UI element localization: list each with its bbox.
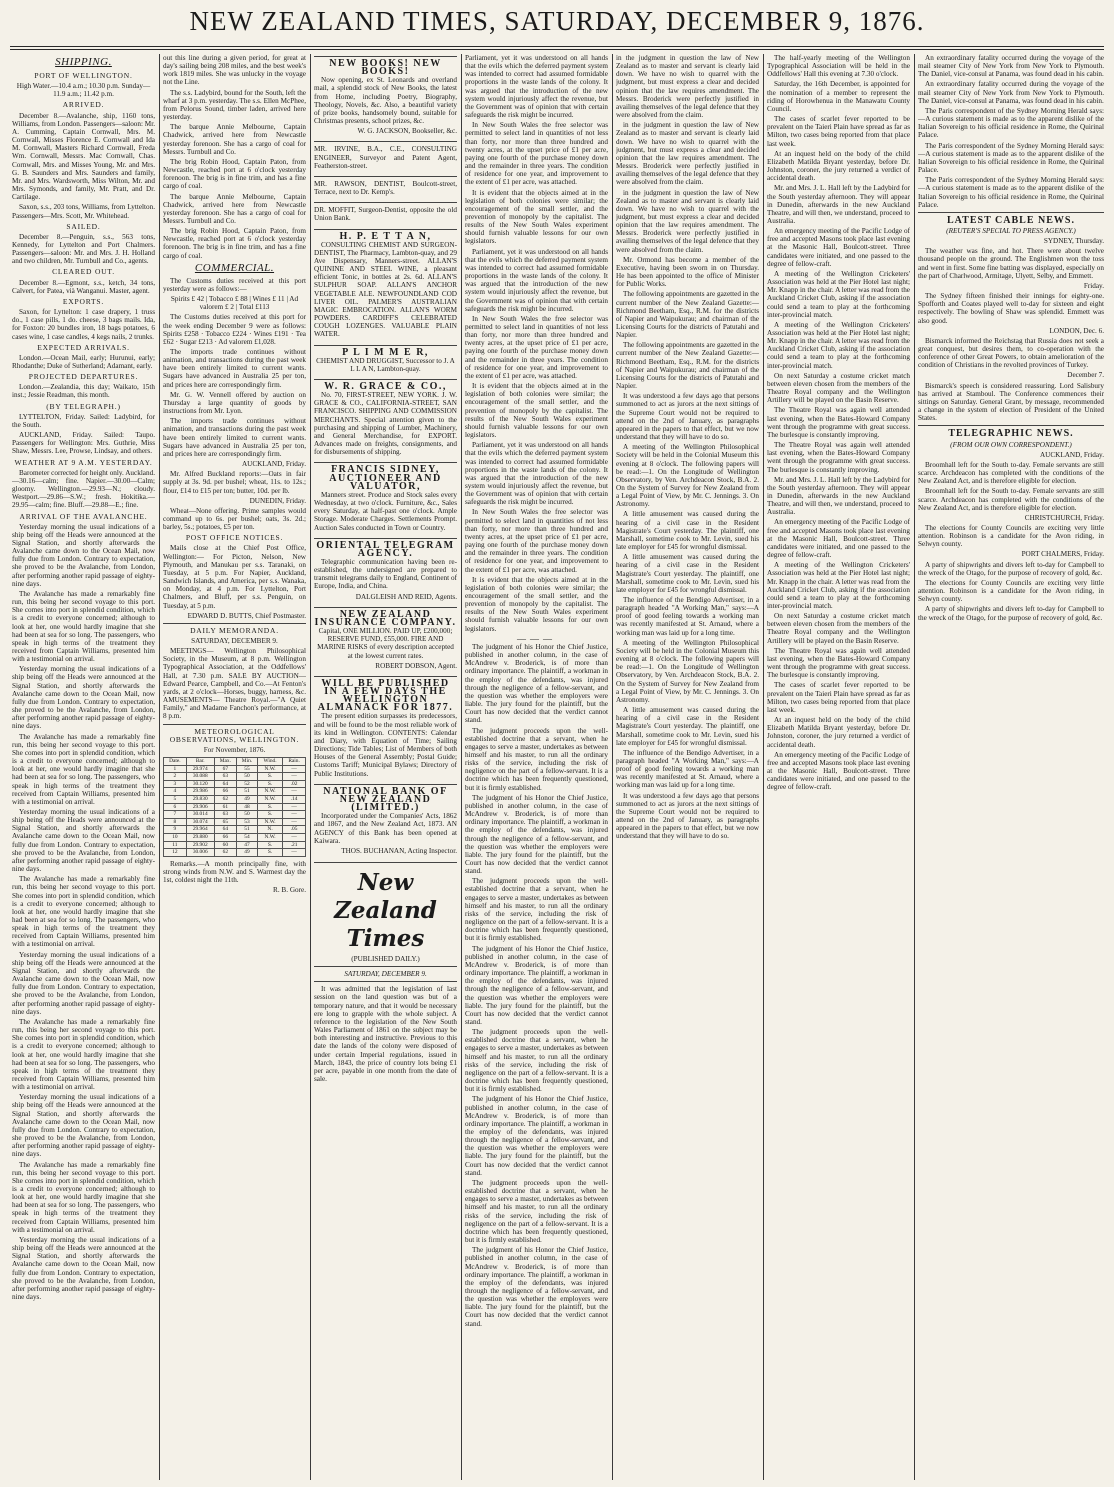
- met-row: [164, 796, 306, 804]
- met-cell: 29.964: [186, 826, 214, 834]
- news-text: Broomhall left for the South to-day. Female servants are still scarce. Archdeacon has completed with the conditions of the New Zealand Act, and is therefore eligible for election.: [918, 487, 1104, 512]
- news-text: Mr. Ormond has become a member of the Executive, having been sworn in on Thursday. He has been appointed to the office of Minister for Public Works.: [616, 255, 759, 289]
- signature: EDWARD D. BUTTS, Chief Postmaster.: [187, 611, 306, 620]
- projected-heading: PROJECTED DEPARTURES.: [28, 372, 139, 382]
- news-text: At an inquest held on the body of the child Elizabeth Matilda Bryant yesterday, before Dr. Johnston, coroner, the jury returned a verdict of accidental death.: [767, 149, 910, 183]
- column-rule: [612, 54, 613, 1480]
- met-cell: 30.074: [186, 818, 214, 826]
- met-cell: 66: [214, 788, 236, 796]
- met-cell: 7: [164, 811, 187, 819]
- met-cell: 12: [164, 849, 187, 857]
- news-text: The following appointments are gazetted in the current number of the New Zealand Gazette:—Richmond Beetham, Esq., R.M. for the districts of Napier and Waipukurau; and chairman of the Licensing Courts for the districts of Patutahi and Napier.: [616, 341, 759, 391]
- column-3: [314, 54, 457, 1480]
- column-rule: [310, 54, 311, 1480]
- memoranda-heading: DAILY MEMORANDA.: [190, 625, 279, 635]
- article-text: Yesterday morning the usual indications of a ship being off the Heads were announced at the Signal Station, and shortly afterwards the Avalanche came down to the Ocean Mail, now fully due from London. Contrary to expectation, she proved to be the Avalanche, from London, after performing another rapid passage of eighty-nine days.: [12, 950, 155, 1016]
- news-text: A meeting of the Wellington Cricketers' Association was held at the Pier Hotel last night; Mr. Knapp in the chair. A letter was read from the Auckland Cricket Club, asking if the association could send a team to play at the forthcoming inter-provincial match.: [767, 561, 910, 610]
- article-text: LYTTELTON, Friday. Sailed: Ladybird, for the South.: [12, 412, 155, 429]
- met-cell: 10: [164, 833, 187, 841]
- met-cell: N.W.: [257, 833, 282, 841]
- news-text: A little amusement was caused during the hearing of a civil case in the Resident Magistrate's Court yesterday. The plaintiff, one Marshall, sometime cook to Mr. Levin, sued his late employer for £45 for wrongful dismissal.: [616, 510, 759, 552]
- news-text: A little amusement was caused during the hearing of a civil case in the Resident Magistrate's Court yesterday. The plaintiff, one Marshall, sometime cook to Mr. Levin, sued his late employer for £45 for wrongful dismissal.: [616, 706, 759, 747]
- news-text: The elections for County Councils are exciting very little attention. Robinson is a candidate for the Avon riding, in Selwyn county.: [918, 578, 1104, 604]
- news-text: in the judgment in question the law of New Zealand as to master and servant is clearly laid down. We have no wish to quarrel with the judgment, but must express a clear and decided opinion that the law requires amendment. The Messrs. Broderick were perfectly justified in availing themselves of the legal defence that they were absolved from the claim.: [616, 121, 759, 187]
- news-text: A party of shipwrights and divers left to-day for Campbell to the wreck of the Otago, for the purpose of recovery of gold, &c.: [918, 560, 1104, 577]
- masthead: NEW ZEALAND TIMES, SATURDAY, DECEMBER 9, 1876.: [189, 6, 925, 36]
- dateline: DUNEDIN, Friday.: [249, 496, 306, 505]
- news-text: The Paris correspondent of the Sydney Morning Herald says:—A curious statement is made as to the apparent dislike of the Italian Sovereign to his official residence in Rome, the Quirinal Palace.: [918, 141, 1104, 175]
- ad-text: Now opening, ex St. Leonards and overland mail, a splendid stock of New Books, the latest from Home, including Poetry, Biography, Theology, Novels, &c. Also, a beautiful variety of prize books, handsomely bound, suitable for Christmas presents, school prizes, &c.: [314, 76, 457, 126]
- met-cell: 63: [214, 811, 236, 819]
- section-heading-commercial: COMMERCIAL.: [194, 261, 275, 274]
- news-text: in the judgment in question the law of New Zealand as to master and servant is clearly laid down. We have no wish to quarrel with the judgment, but must express a clear and decided opinion that the law requires amendment. The Messrs. Broderick were perfectly justified in availing themselves of the legal defence that they were absolved from the claim.: [616, 54, 759, 120]
- dateline: Friday.: [1083, 281, 1104, 290]
- met-cell: 11: [164, 841, 187, 849]
- met-row: [164, 811, 306, 819]
- met-cell: —: [283, 849, 306, 857]
- met-cell: 30.120: [186, 780, 214, 788]
- met-column-header: Max.: [214, 758, 236, 766]
- news-text: The Paris correspondent of the Sydney Morning Herald says:—A curious statement is made as to the apparent dislike of the Italian Sovereign to his official residence in Rome, the Quirinal Palace.: [918, 106, 1104, 140]
- met-cell: 9: [164, 826, 187, 834]
- met-cell: 64: [214, 826, 236, 834]
- column-5: [616, 54, 759, 1480]
- article-text: December 8.—Penguin, s.s., 563 tons, Kennedy, for Lyttelton and Port Chalmers. Passengers—saloon: Mr. and Mrs. J. H. Holland and two children, Mr. Turnbull and Co., agents.: [12, 232, 155, 266]
- article-text: Mails close at the Chief Post Office, Wellington:— For Picton, Nelson, New Plymouth, and Manukau per s.s. Taranaki, on Tuesday, at 5 p.m. For Napier, Auckland, Sandwich Islands, and America, per s.s. Wanaka, on Monday, at 4 p.m. For Lyttelton, Port Chalmers, and Bluff, per s.s. Penguin, on Tuesday, at 5 p.m.: [163, 544, 306, 610]
- editorial-text: Parliament, yet it was understood on all hands that the evils which the deferred payment system was intended to correct had assumed formidable proportions in the waste lands of the colony. It was argued that the introduction of the new system would injuriously affect the revenue, but the Government was of opinion that with certain safeguards the risk might be incurred.: [465, 54, 608, 120]
- met-cell: N.: [257, 826, 282, 834]
- ad-signature: ROBERT DOBSON, Agent.: [375, 661, 457, 670]
- column-7: [918, 54, 1104, 1480]
- news-text: A meeting of the Wellington Philosophical Society will be held in the Colonial Museum this evening at 8 o'clock. The following papers will be read:—1. On the Longitude of Wellington Observatory, by Ven. Archdeacon Stock, B.A. 2. On the System of Survey for New Zealand from a Legal Point of View, by Mr. C. Jennings. 3. On Astronomy.: [616, 638, 759, 704]
- met-column-header: Date.: [164, 758, 187, 766]
- advertisement: [314, 176, 457, 200]
- dateline: PORT CHALMERS, Friday.: [1021, 550, 1104, 559]
- advertisement: [314, 538, 457, 605]
- advertisement: [314, 462, 457, 535]
- met-cell: .05: [283, 826, 306, 834]
- article-text: The Avalanche has made a remarkably fine run, this being her second voyage to this port. She comes into port in splendid condition, which is a credit to everyone concerned; although to look at her, one would hardly imagine that she had been at sea for so long. The passengers, who speak in high terms of the treatment they received from Captain Williams, presented him with a testimonial on arrival.: [12, 1017, 155, 1092]
- ad-signature: W. G. JACKSON, Bookseller, &c.: [357, 127, 457, 136]
- editorial-text: The judgment proceeds upon the well-established doctrine that a servant, when he engages to serve a master, undertakes as between himself and his master, to run all the ordinary risks of the service, including the risk of negligence on the part of a fellow-servant. It is a doctrine which has been frequently questioned, but it is firmly established.: [465, 1028, 608, 1094]
- met-cell: —: [283, 788, 306, 796]
- met-cell: 30.014: [186, 811, 214, 819]
- news-text: The half-yearly meeting of the Wellington Typographical Association will be held in the Oddfellows' Hall this evening at 7.30 o'clock.: [767, 54, 910, 79]
- met-cell: S.: [257, 803, 282, 811]
- met-cell: 61: [214, 803, 236, 811]
- advertisement: [314, 676, 457, 782]
- advertisement: [314, 202, 457, 226]
- divider: [918, 425, 1104, 426]
- article-text: The brig Robin Hood, Captain Paton, from Newcastle, reached port at 6 o'clock yesterday forenoon. The brig is in fine trim, and has a fine cargo of coal.: [163, 227, 306, 260]
- news-text: It was understood a few days ago that persons summoned to act as jurors at the next sittings of the Supreme Court would not be required to attend on the 2nd of January, as paragraphs appeared in the papers to that effect, but we now understand that they will have to do so.: [616, 791, 759, 841]
- advertisement: [314, 141, 457, 173]
- ad-text: Capital, ONE MILLION. PAID UP, £200,000; RESERVE FUND, £55,000. FIRE AND MARINE RISKS of every description accepted at the lowest current rates.: [317, 627, 454, 660]
- telegraph-heading: (BY TELEGRAPH.): [46, 401, 121, 411]
- ad-text: MR. IRVINE, B.A., C.E., CONSULTING ENGINEER, Surveyor and Patent Agent, Featherston-street.: [314, 145, 457, 170]
- met-cell: 50: [237, 811, 258, 819]
- met-cell: 6: [164, 803, 187, 811]
- news-text: The following appointments are gazetted in the current number of the New Zealand Gazette:—Richmond Beetham, Esq., R.M. for the districts of Napier and Waipukurau; and chairman of the Licensing Courts for the districts of Patutahi and Napier.: [616, 290, 759, 340]
- arrived-heading: ARRIVED.: [62, 100, 105, 110]
- article-text: The imports trade continues without animation, and transactions during the past week have been entirely limited to current wants. Sugars have advanced in Australia 25 per ton, and prices here are correspondingly firm.: [163, 348, 306, 389]
- met-row: [164, 849, 306, 857]
- ad-title: FRANCIS SIDNEY, AUCTIONEER AND VALUATOR,: [329, 464, 442, 492]
- advertisement: [314, 607, 457, 674]
- masthead-rule: [10, 46, 1104, 47]
- divider: [163, 724, 306, 725]
- avalanche-heading: ARRIVAL OF THE AVALANCHE.: [19, 511, 148, 521]
- news-text: An emergency meeting of the Pacific Lodge of free and accepted Masons took place last evening at the Masonic Hall, Boulcott-street. Three candidates were initiated, and one passed to the degree of fellow-craft.: [767, 750, 910, 792]
- news-text: An emergency meeting of the Pacific Lodge of free and accepted Masons took place last evening at the Masonic Hall, Boulcott-street. Three candidates were initiated, and one passed to the degree of fellow-craft.: [767, 227, 910, 268]
- editorial-text: The judgment of his Honor the Chief Justice, published in another column, in the case of McAndrew v. Broderick, is of more than ordinary importance. The plaintiff, a workman in the employ of the defendants, was injured through the negligence of a fellow-servant, and the question was whether the employers were liable. The jury found for the plaintiff, but the Court has now decided that the verdict cannot stand.: [465, 1246, 608, 1328]
- met-cell: 49: [237, 849, 258, 857]
- news-text: Saturday, the 16th December, is appointed for the nomination of a member to represent the riding of Horowhenua in the Manawatu County Council.: [767, 80, 910, 113]
- article-text: The barque Annie Melbourne, Captain Chadwick, arrived here from Newcastle yesterday forenoon. She has a cargo of coal for Messrs. Turnbull and Co.: [163, 192, 306, 225]
- news-text: A little amusement was caused during the hearing of a civil case in the Resident Magistrate's Court yesterday. The plaintiff, one Marshall, sometime cook to Mr. Levin, sued his late employer for £45 for wrongful dismissal.: [616, 553, 759, 594]
- column-6: [767, 54, 910, 1480]
- met-cell: —: [283, 811, 306, 819]
- news-text: The elections for County Councils are exciting very little attention. Robinson is a candidate for the Avon riding, in Selwyn county.: [918, 523, 1104, 549]
- met-cell: —: [283, 765, 306, 773]
- news-text: Broomhall left for the South to-day. Female servants are still scarce. Archdeacon has completed with the conditions of the New Zealand Act, and is therefore eligible for election.: [918, 460, 1104, 486]
- article-text: The barque Annie Melbourne, Captain Chadwick, arrived here from Newcastle yesterday forenoon. She has a cargo of coal for Messrs. Turnbull and Co.: [163, 123, 306, 156]
- news-text: The influence of the Bendigo Advertiser, in a paragraph headed "A Working Man," says:—A proof of good feeling towards a working man was recently manifested at St. Arnaud, where a working man was laid up for a long time.: [616, 596, 759, 637]
- news-text: An emergency meeting of the Pacific Lodge of free and accepted Masons took place last evening at the Masonic Hall, Boulcott-street. Three candidates were initiated, and one passed to the degree of fellow-craft.: [767, 518, 910, 560]
- met-cell: N.W.: [257, 788, 282, 796]
- met-cell: 53: [237, 818, 258, 826]
- news-text: The Theatre Royal was again well attended last evening, when the Bates-Howard Company went through the programme with great success. The burlesque is constantly improving.: [767, 646, 910, 680]
- news-text: Mr. and Mrs. J. L. Hall left by the Ladybird for the South yesterday afternoon. They will appear in Dunedin, afterwards in the new Auckland Theatre, and will then, we understand, proceed to Australia.: [767, 184, 910, 225]
- met-cell: 65: [214, 818, 236, 826]
- article-text: MEETINGS— Wellington Philosophical Society, in the Museum, at 8 p.m. Wellington Typographical Association, at the Oddfellows' Hall, at 7.30 p.m. SALE BY AUCTION— Edward Pearce, Campbell, and Co.—At Fenton's yards, at 2 o'clock—Horses, buggy, harness, &c. AMUSEMENTS— Theatre Royal.—"A Quiet Family," and Madame Fanchon's performance, at 8 p.m.: [163, 647, 306, 721]
- news-text: Mr. and Mrs. J. L. Hall left by the Ladybird for the South yesterday afternoon. They will appear in Dunedin, afterwards in the new Auckland Theatre, and will then, we understand, proceed to Australia.: [767, 475, 910, 517]
- editorial-text: In New South Wales the free selector was permitted to select land in quantities of not less than forty, nor more than three hundred and twenty acres, at the upset price of £1 per acre, paying one fourth of the purchase money down and the remainder in three years. The condition of residence for one year, and improvement to the extent of £1 per acre, was attached.: [465, 314, 608, 380]
- met-row: [164, 833, 306, 841]
- column-rule: [914, 54, 915, 1480]
- met-cell: S.: [257, 849, 282, 857]
- editorial-text: The judgment proceeds upon the well-established doctrine that a servant, when he engages to serve a master, undertakes as between himself and his master, to run all the ordinary risks of the service, including the risk of negligence on the part of a fellow-servant. It is a doctrine which has been frequently questioned, but it is firmly established.: [465, 877, 608, 943]
- news-text: The cases of scarlet fever reported to be prevalent on the Taieri Plain have spread as far as Milton, two cases being reported from that place last week.: [767, 681, 910, 714]
- editorial-text: The judgment of his Honor the Chief Justice, published in another column, in the case of McAndrew v. Broderick, is of more than ordinary importance. The plaintiff, a workman in the employ of the defendants, was injured through the negligence of a fellow-servant, and the question was whether the employers were liable. The jury found for the plaintiff, but the Court has now decided that the verdict cannot stand.: [465, 642, 608, 725]
- advertisement: [314, 345, 457, 377]
- newspaper-subtitle: (PUBLISHED DAILY.): [351, 954, 420, 963]
- article-text: Yesterday morning the usual indications of a ship being off the Heads were announced at the Signal Station, and shortly afterwards the Avalanche came down to the Ocean Mail, now fully due from London. Contrary to expectation, she proved to be the Avalanche, from London, after performing another rapid passage of eighty-nine days.: [12, 1093, 155, 1159]
- article-text: The Avalanche has made a remarkably fine run, this being her second voyage to this port. She comes into port in splendid condition, which is a credit to everyone concerned; although to look at her, one would hardly imagine that she had been at sea for so long. The passengers, who speak in high terms of the treatment they received from Captain Williams, presented him with a testimonial on arrival.: [12, 875, 155, 949]
- divider: [314, 981, 457, 982]
- ad-text: CHEMIST AND DRUGGIST, Successor to J. A L L A N, Lambton-quay.: [316, 356, 455, 373]
- dateline: CHRISTCHURCH, Friday.: [1024, 513, 1104, 522]
- ad-text: Manners street. Produce and Stock sales every Wednesday, at two o'clock. Furniture, &c., Sales every Saturday, at half-past one o'clock. Ample Storage. Moderate Charges. Settlements Prompt. Auction Sales conducted in Town or Country.: [314, 490, 457, 532]
- news-text: The influence of the Bendigo Advertiser, in a paragraph headed "A Working Man," says:—A proof of good feeling towards a working man was recently manifested at St. Arnaud, where a working man was laid up for a long time.: [616, 748, 759, 790]
- article-text: The imports trade continues without animation, and transactions during the past week have been entirely limited to current wants. Sugars have advanced in Australia 25 per ton, and prices here are correspondingly firm.: [163, 417, 306, 458]
- article-text: Yesterday morning the usual indications of a ship being off the Heads were announced at the Signal Station, and shortly afterwards the Avalanche came down to the Ocean Mail, now fully due from London. Contrary to expectation, she proved to be the Avalanche, from London, after performing another rapid passage of eighty-nine days.: [12, 807, 155, 874]
- article-text: AUCKLAND, Friday. Sailed: Taupo. Passengers for Wellington: Mrs. Guthrie, Miss Shaw, Messrs. Lee, Prowse, Lindsay, and others.: [12, 431, 155, 456]
- met-cell: —: [283, 803, 306, 811]
- dateline: LONDON, Dec. 6.: [1049, 326, 1104, 335]
- column-2: [163, 54, 306, 1480]
- divider: [314, 862, 457, 863]
- news-text: A meeting of the Wellington Cricketers' Association was held at the Pier Hotel last night; Mr. Knapp in the chair. A letter was read from the Auckland Cricket Club, asking if the association could send a team to play at the forthcoming inter-provincial match.: [767, 320, 910, 370]
- news-text: The Theatre Royal was again well attended last evening, when the Bates-Howard Company went through the programme with great success. The burlesque is constantly improving.: [767, 406, 910, 439]
- article-text: Wheat—None offering. Prime samples would command up to 6s. per bushel; oats, 3s. 2d.; barley, 5s.; potatoes, £5 per ton.: [163, 506, 306, 532]
- post-office-heading: POST OFFICE NOTICES.: [185, 533, 284, 543]
- article-text: Yesterday morning the usual indications of a ship being off the Heads were announced at the Signal Station, and shortly afterwards the Avalanche came down to the Ocean Mail, now fully due from London. Contrary to expectation, she proved to be the Avalanche, from London, after performing another rapid passage of eighty-nine days.: [12, 665, 155, 731]
- met-cell: .21: [283, 841, 306, 849]
- ad-title: NEW BOOKS! NEW BOOKS!: [329, 58, 442, 78]
- section-heading-telegraphic: TELEGRAPHIC NEWS.: [948, 428, 1074, 440]
- met-cell: 54: [237, 833, 258, 841]
- editorial-text: It was admitted that the legislation of last session on the land question was but of a temporary nature, and that it would be necessary ere long to grapple with the whole subject. A reference to the legislation of the New South Wales Parliament of 1861 on the subject may be both interesting and instructive. Previous to this date the lands of the colony were disposed of under certain Imperial regulations, issued in March, 1843, the price of country lots being £1 per acre, payable in one month from the date of sale.: [314, 985, 457, 1083]
- met-cell: 5: [164, 796, 187, 804]
- article-text: The Customs duties received at this port yesterday were as follows:—: [163, 276, 306, 293]
- cleared-heading: CLEARED OUT.: [52, 267, 115, 277]
- news-text: Bismarck's speech is considered reassuring. Lord Salisbury has arrived at Stamboul. The Conference commences their sittings on Saturday. General Grant, by message, recommended a change in the system of election of President of the United States.: [918, 381, 1104, 423]
- met-cell: 2: [164, 773, 187, 781]
- article-text: Barometer corrected for height only. Auckland.—30.16—calm; fine. Napier.—30.00—Calm; gloomy. Wellington.—29.93—N.; cloudy. Westport.—29.86—S.W.; fresh. Hokitika.—29.95—calm; fine. Bluff.—29.88—E.; fine.: [12, 468, 155, 510]
- ad-text: The present edition surpasses its predecessors, and will be found to be the most reliable work of its kind in Wellington. CONTENTS: Calendar and Diary, with Equation of Time; Sailing Directions; Tide Tables; List of Members of both Houses of the General Assembly; Postal Guide; Customs Tariff; Municipal Bylaws; Directory of Public Institutions.: [314, 712, 457, 778]
- article-text: Remarks.—A month principally fine, with strong winds from N.W. and S. Warmest day the 1st, coldest night the 11th.: [163, 859, 306, 885]
- news-text: On next Saturday a costume cricket match between eleven chosen from the members of the Theatre Royal company and the Wellington Artillery will be played on the Basin Reserve.: [767, 371, 910, 405]
- article-text: The Avalanche has made a remarkably fine run, this being her second voyage to this port. She comes into port in splendid condition, which is a credit to everyone concerned; although to look at her, one would hardly imagine that she had been at sea for so long. The passengers, who speak in high terms of the treatment they received from Captain Williams, presented him with a testimonial on arrival.: [12, 1160, 155, 1234]
- news-text: Bismarck informed the Reichstag that Russia does not seek a great conquest, but desires them, to co-operation with the conference of other Great Powers, to obtain amelioration of the condition of Christians in the revolted provinces of Turkey.: [918, 336, 1104, 370]
- news-text: The Paris correspondent of the Sydney Morning Herald says:—A curious statement is made as to the apparent dislike of the Italian Sovereign to his official residence in Rome, the Quirinal Palace.: [918, 176, 1104, 209]
- met-cell: 50: [237, 773, 258, 781]
- article-text: The s.s. Ladybird, bound for the South, left the wharf at 3 p.m. yesterday. The s.s. Ellen McPhee, from Pelorus Sound, timber laden, arrived here yesterday.: [163, 88, 306, 122]
- dateline: AUCKLAND, Friday.: [241, 460, 306, 469]
- met-cell: .02: [283, 780, 306, 788]
- advertisement: [314, 229, 457, 343]
- ad-signature: THOS. BUCHANAN, Acting Inspector.: [341, 846, 457, 855]
- cable-subheading: (REUTER'S SPECIAL TO PRESS AGENCY.): [946, 226, 1076, 235]
- met-cell: 29.902: [186, 841, 214, 849]
- met-row: [164, 780, 306, 788]
- ad-title: ORIENTAL TELEGRAM AGENCY.: [316, 539, 455, 559]
- advertisement: [314, 56, 457, 139]
- met-cell: S.: [257, 811, 282, 819]
- article-text: Mr. Alfred Buckland reports:—Oats in fair supply at 3s. 9d. per bushel; wheat, 11s. to 12s.; flour, £14 to £15 per ton; butter, 10d. per lb.: [163, 470, 306, 495]
- met-cell: 8: [164, 818, 187, 826]
- article-text: The Customs duties received at this port for the week ending December 9 were as follows: Spirits £258 · Tobacco £224 · Wines £191 · Tea £62 · Sugar £213 · Ad valorem £1,028.: [163, 313, 306, 346]
- met-heading: METEOROLOGICAL OBSERVATIONS, WELLINGTON.: [169, 726, 300, 744]
- ad-title: W. R. GRACE & CO.,: [324, 381, 447, 392]
- column-4: [465, 54, 608, 1480]
- editorial-text: It is evident that the objects aimed at in the legislation of both colonies were similar; the encouragement of the small settler, and the prevention of monopoly by the capitalist. The results of the New South Wales experiment should furnish valuable lessons for our own legislators.: [465, 188, 608, 246]
- met-cell: 63: [214, 773, 236, 781]
- memoranda-date: SATURDAY, DECEMBER 9.: [191, 637, 278, 645]
- met-cell: 29.986: [186, 788, 214, 796]
- meteorological-table: [163, 757, 306, 857]
- article-text: London.—Zealandia, this day; Waikato, 15th inst.; Jessie Readman, this month.: [12, 383, 155, 400]
- news-text: The Sydney fifteen finished their innings for eighty-one. Spofforth and Coates played well to-day for sixteen and eight respectively. The bowling of Shaw was splendid. Emmett was also good.: [918, 292, 1104, 325]
- dateline: December 7.: [1067, 371, 1104, 380]
- article-text: Yesterday morning the usual indications of a ship being off the Heads were announced at the Signal Station, and shortly afterwards the Avalanche came down to the Ocean Mail, now fully due from London. Contrary to expectation, she proved to be the Avalanche, from London, after performing another rapid passage of eighty-nine days.: [12, 522, 155, 588]
- met-cell: —: [283, 773, 306, 781]
- met-cell: N.W.: [257, 765, 282, 773]
- expected-heading: EXPECTED ARRIVALS.: [37, 342, 130, 352]
- met-cell: 60: [214, 841, 236, 849]
- advertisement: [314, 784, 457, 859]
- column-rule: [461, 54, 462, 1480]
- divider: [918, 212, 1104, 213]
- editorial-text: The judgment proceeds upon the well-established doctrine that a servant, when he engages to serve a master, undertakes as between himself and his master, to run all the ordinary risks of the service, including the risk of negligence on the part of a fellow-servant. It is a doctrine which has been frequently questioned, but it is firmly established.: [465, 726, 608, 792]
- ad-text: No. 70, FIRST-STREET, NEW YORK. J. W. GRACE & CO., CALIFORNIA-STREET, SAN FRANCISCO. SHIPPING AND COMMISSION MERCHANTS. Special attention given to the purchasing and shipping of Lumber, Machinery, and General Merchandise, for EXPORT. Advances made on freights, consignments, and for disbursements of shipping.: [314, 391, 457, 457]
- newspaper-title: New Zealand Times: [334, 868, 437, 952]
- met-cell: 30.088: [186, 773, 214, 781]
- met-cell: S.: [257, 780, 282, 788]
- met-cell: —: [283, 818, 306, 826]
- editorial-text: The judgment of his Honor the Chief Justice, published in another column, in the case of McAndrew v. Broderick, is of more than ordinary importance. The plaintiff, a workman in the employ of the defendants, was injured through the negligence of a fellow-servant, and the question was whether the employers were liable. The jury found for the plaintiff, but the Court has now decided that the verdict cannot stand.: [465, 793, 608, 876]
- tide-times: High Water.—10.4 a.m.; 10.30 p.m. Sunday—11.9 a.m.; 11.42 p.m.: [16, 82, 151, 99]
- article-text: The brig Robin Hood, Captain Paton, from Newcastle, reached port at 6 o'clock yesterday forenoon. The brig is in fine trim, and has a fine cargo of coal.: [163, 157, 306, 191]
- ad-title: P L I M M E R,: [342, 346, 429, 358]
- news-text: The weather was fine, and hot. There were about twelve thousand people on the ground. The Englishmen won the toss and went in first. Some fine batting was displayed, especially on the part of Charlwood, Armitage, Ulyett, Selby, and Emmett.: [918, 247, 1104, 280]
- met-cell: 29.974: [186, 765, 214, 773]
- article-text: The Avalanche has made a remarkably fine run, this being her second voyage to this port. She comes into port in splendid condition, which is a credit to everyone concerned; although to look at her, one would hardly imagine that she had been at sea for so long. The passengers, who speak in high terms of the treatment they received from Captain Williams, presented him with a testimonial on arrival.: [12, 589, 155, 664]
- article-text: Yesterday morning the usual indications of a ship being off the Heads were announced at the Signal Station, and shortly afterwards the Avalanche came down to the Ocean Mail, now fully due from London. Contrary to expectation, she proved to be the Avalanche, from London, after performing another rapid passage of eighty-nine days.: [12, 1235, 155, 1302]
- ad-text: Telegraphic communication having been re-established, the undersigned are prepared to transmit telegrams daily to England, Continent of Europe, India, and China.: [314, 557, 457, 591]
- dateline: AUCKLAND, Friday.: [1039, 450, 1104, 459]
- editorial-date: SATURDAY, DECEMBER 9.: [344, 970, 427, 979]
- editorial-text: Parliament, yet it was understood on all hands that the evils which the deferred payment system was intended to correct had assumed formidable proportions in the waste lands of the colony. It was argued that the introduction of the new system would injuriously affect the revenue, but the Government was of opinion that with certain safeguards the risk might be incurred.: [465, 247, 608, 313]
- met-cell: 1: [164, 765, 187, 773]
- news-text: An extraordinary fatality occurred during the voyage of the mail steamer City of New York from New York to Plymouth. The Daniel, vice-consul at Panama, was found dead in his cabin.: [918, 80, 1104, 105]
- met-cell: 3: [164, 780, 187, 788]
- met-row: [164, 773, 306, 781]
- met-cell: 51: [237, 826, 258, 834]
- met-cell: 51: [237, 788, 258, 796]
- met-cell: 52: [237, 780, 258, 788]
- met-cell: .14: [283, 796, 306, 804]
- divider: [314, 966, 457, 967]
- news-text: in the judgment in question the law of New Zealand as to master and servant is clearly laid down. We have no wish to quarrel with the judgment, but must express a clear and decided opinion that the law requires amendment. The Messrs. Broderick were perfectly justified in availing themselves of the legal defence that they were absolved from the claim.: [616, 188, 759, 254]
- article-text: Saxon, for Lyttelton: 1 case drapery, 1 truss do., 1 case pills, 1 do. cheese, 3 bags mails. Ida, for Foxton: 20 bundles iron, 18 bags potatoes, 6 cases wine, 1 case candles, 4 kegs nails, 2 trunks.: [12, 308, 155, 341]
- news-text: On next Saturday a costume cricket match between eleven chosen from the members of the Theatre Royal company and the Wellington Artillery will be played on the Basin Reserve.: [767, 612, 910, 645]
- met-cell: 67: [214, 765, 236, 773]
- article-text: The Avalanche has made a remarkably fine run, this being her second voyage to this port. She comes into port in splendid condition, which is a credit to everyone concerned; although to look at her, one would hardly imagine that she had been at sea for so long. The passengers, who speak in high terms of the treatment they received from Captain Williams, presented him with a testimonial on arrival.: [12, 732, 155, 806]
- editorial-text: In New South Wales the free selector was permitted to select land in quantities of not less than forty, nor more than three hundred and twenty acres, at the upset price of £1 per acre, paying one fourth of the purchase money down and the remainder in three years. The condition of residence for one year, and improvement to the extent of £1 per acre, was attached.: [465, 121, 608, 187]
- ad-title: H. P. E T T A N,: [339, 230, 432, 242]
- telegraphic-subheading: (FROM OUR OWN CORRESPONDENT.): [950, 440, 1072, 449]
- news-text: A party of shipwrights and divers left to-day for Campbell to the wreck of the Otago, for the purpose of recovery of gold, &c.: [918, 605, 1104, 622]
- met-cell: 29.906: [186, 803, 214, 811]
- port-heading: PORT OF WELLINGTON.: [34, 71, 133, 80]
- ad-text: DR. MOFFIT, Surgeon-Dentist, opposite the old Union Bank.: [314, 206, 457, 223]
- divider: [163, 623, 306, 624]
- news-text: It was understood a few days ago that persons summoned to act as jurors at the next sittings of the Supreme Court would not be required to attend on the 2nd of January, as paragraphs appeared in the papers to that effect, but we now understand that they will have to do so.: [616, 392, 759, 442]
- editorial-text: The judgment proceeds upon the well-established doctrine that a servant, when he engages to serve a master, undertakes as between himself and his master, to run all the ordinary risks of the service, including the risk of negligence on the part of a fellow-servant. It is a doctrine which has been frequently questioned, but it is firmly established.: [465, 1178, 608, 1245]
- met-row: [164, 788, 306, 796]
- ad-signature: DALGLEISH AND REID, Agents.: [355, 592, 457, 601]
- met-row: [164, 765, 306, 773]
- met-cell: N.W.: [257, 796, 282, 804]
- met-row: [164, 841, 306, 849]
- customs-duties: Spirits £ 42 | Tobacco £ 88 | Wines £ 11 | Ad valorem £ 2 | Total £113: [170, 295, 299, 312]
- exports-heading: EXPORTS.: [62, 296, 105, 306]
- met-cell: N.W.: [257, 818, 282, 826]
- sailed-heading: SAILED.: [66, 221, 101, 231]
- met-column-header: Rain.: [283, 758, 306, 766]
- ad-text: MR. RAWSON, DENTIST, Boulcott-street, Terrace, next to Dr. Kemp's.: [314, 179, 457, 197]
- met-cell: 29.830: [186, 796, 214, 804]
- met-cell: 48: [237, 803, 258, 811]
- news-text: A meeting of the Wellington Philosophical Society will be held in the Colonial Museum this evening at 8 o'clock. The following papers will be read:—1. On the Longitude of Wellington Observatory, by Ven. Archdeacon Stock, B.A. 2. On the System of Survey for New Zealand from a Legal Point of View, by Mr. C. Jennings. 3. On Astronomy.: [616, 443, 759, 509]
- article-text: Mr. G. W. Vennell offered by auction on Thursday a large quantity of goods by instructions from Mr. Lyon.: [163, 390, 306, 416]
- column-rule: [763, 54, 764, 1480]
- editorial-text: It is evident that the objects aimed at in the legislation of both colonies were similar; the encouragement of the small settler, and the prevention of monopoly by the capitalist. The results of the New South Wales experiment should furnish valuable lessons for our own legislators.: [465, 382, 608, 440]
- column-rule: [159, 54, 160, 1480]
- editorial-text: The judgment of his Honor the Chief Justice, published in another column, in the case of McAndrew v. Broderick, is of more than ordinary importance. The plaintiff, a workman in the employ of the defendants, was injured through the negligence of a fellow-servant, and the question was whether the employers were liable. The jury found for the plaintiff, but the Court has now decided that the verdict cannot stand.: [465, 1095, 608, 1177]
- met-cell: 62: [214, 796, 236, 804]
- ornament: ———: [517, 633, 556, 644]
- met-row: [164, 826, 306, 834]
- article-text: out this line during a given period, for great at day's sailing being 208 miles, and the best week's work 1819 miles. She was unlucky in the voyage not the Line.: [163, 54, 306, 87]
- met-column-header: Min.: [237, 758, 258, 766]
- ad-title: NATIONAL BANK OF NEW ZEALAND (LIMITED.): [323, 785, 448, 814]
- met-row: [164, 818, 306, 826]
- signature: R. B. Gore.: [273, 886, 306, 895]
- section-heading-cable: LATEST CABLE NEWS.: [947, 214, 1075, 226]
- met-cell: 30.006: [186, 849, 214, 857]
- met-column-header: Wind.: [257, 758, 282, 766]
- article-text: December 8.—Egmont, s.s., ketch, 34 tons, Calvert, for Patea, vià Wanganui. Master, agent.: [12, 278, 155, 295]
- met-cell: 62: [214, 849, 236, 857]
- met-cell: 29.880: [186, 833, 214, 841]
- editorial-text: The judgment of his Honor the Chief Justice, published in another column, in the case of McAndrew v. Broderick, is of more than ordinary importance. The plaintiff, a workman in the employ of the defendants, was injured through the negligence of a fellow-servant, and the question was whether the employers were liable. The jury found for the plaintiff, but the Court has now decided that the verdict cannot stand.: [465, 944, 608, 1026]
- weather-heading: WEATHER AT 9 A.M. YESTERDAY.: [14, 457, 153, 467]
- met-cell: 55: [237, 765, 258, 773]
- met-cell: 66: [214, 833, 236, 841]
- met-subheading: For November, 1876.: [203, 745, 266, 754]
- advertisement: [314, 379, 457, 460]
- ad-text: Incorporated under the Companies' Acts, 1862 and 1867, and the New Zealand Act, 1873. AN AGENCY of this Bank has been opened at Kaiwara.: [314, 812, 457, 845]
- met-row: [164, 803, 306, 811]
- article-text: December 8.—Avalanche, ship, 1160 tons, Williams, from London. Passengers—saloon: Mr. A. Cumming, Captain Cornwall, Mrs. M. Cornwall, Misses Florence E. Cornwall and Ida M. Cornwall, Masters Richard Cornwall, Freda Wm. Cornwall, Messrs. Mac Cornwall, Chas. Cornwall, Mrs. and Misses Young, Mr. and Mrs. G. B. Saunders and Mrs. Saunders and family, Mr. and Mrs. Wardsworth, Miss Wilton, Mr. and Mrs. Symonds, and family, Mr. Pratt, and Dr. Cartilage.: [12, 111, 155, 202]
- met-cell: —: [283, 833, 306, 841]
- news-text: The Theatre Royal was again well attended last evening, when the Bates-Howard Company went through the programme with great success. The burlesque is constantly improving.: [767, 441, 910, 474]
- met-cell: 4: [164, 788, 187, 796]
- masthead-rule-thin: [10, 49, 1104, 50]
- ad-text: CONSULTING CHEMIST AND SURGEON-DENTIST, The Pharmacy, Lambton-quay, and 29 Ave Dispensary, Manners-street. ALLAN'S QUININE AND STEEL WINE, a pleasant efficient Tonic, in bottles at 2s. 6d. ALLAN'S SULPHUR SOAP. ALLAN'S ANCHOR VEGETABLE ALE. NEWFOUNDLAND COD LIVER OIL. PALMER'S AUSTRALIAN MAGIC EMBROCATION. ALLAN'S WORM POWDERS. CARDIFF'S CELEBRATED COUGH LOZENGES. VALUABLE PLAIN WATER.: [314, 240, 457, 339]
- met-cell: 47: [237, 841, 258, 849]
- met-column-header: Bar.: [186, 758, 214, 766]
- news-text: A meeting of the Wellington Cricketers' Association was held at the Pier Hotel last night; Mr. Knapp in the chair. A letter was read from the Auckland Cricket Club, asking if the association could send a team to play at the forthcoming inter-provincial match.: [767, 269, 910, 319]
- column-1: [12, 54, 155, 1480]
- ad-title: WILL BE PUBLISHED IN A FEW DAYS THE WELLINGTON ALMANACK FOR 1877.: [317, 677, 454, 714]
- editorial-text: In New South Wales the free selector was permitted to select land in quantities of not less than forty, nor more than three hundred and twenty acres, at the upset price of £1 per acre, paying one fourth of the purchase money down and the remainder in three years. The condition of residence for one year, and improvement to the extent of £1 per acre, was attached.: [465, 508, 608, 574]
- met-cell: S.: [257, 773, 282, 781]
- editorial-text: It is evident that the objects aimed at in the legislation of both colonies were similar; the encouragement of the small settler, and the prevention of monopoly by the capitalist. The results of the New South Wales experiment should furnish valuable lessons for our own legislators.: [465, 575, 608, 633]
- dateline: SYDNEY, Thursday.: [1043, 237, 1104, 246]
- article-text: Saxon, s.s., 203 tons, Williams, from Lyttelton. Passengers—Mrs. Scott, Mr. Whitehead.: [12, 203, 155, 220]
- news-text: At an inquest held on the body of the child Elizabeth Matilda Bryant yesterday, before Dr. Johnston, coroner, the jury returned a verdict of accidental death.: [767, 716, 910, 749]
- editorial-text: Parliament, yet it was understood on all hands that the evils which the deferred payment system was intended to correct had assumed formidable proportions in the waste lands of the colony. It was argued that the introduction of the new system would injuriously affect the revenue, but the Government was of opinion that with certain safeguards the risk might be incurred.: [465, 441, 608, 507]
- news-text: An extraordinary fatality occurred during the voyage of the mail steamer City of New York from New York to Plymouth. The Daniel, vice-consul at Panama, was found dead in his cabin.: [918, 54, 1104, 79]
- met-cell: 49: [237, 796, 258, 804]
- section-heading-shipping: SHIPPING.: [55, 56, 112, 68]
- met-cell: S.: [257, 841, 282, 849]
- article-text: London.—Ocean Mail, early; Hurunui, early; Rhodanthe; Duke of Sutherland; Adamant, early.: [12, 353, 155, 370]
- ad-title: NEW ZEALAND INSURANCE COMPANY.: [314, 608, 457, 628]
- news-text: The cases of scarlet fever reported to be prevalent on the Taieri Plain have spread as far as Milton, two cases being reported from that place last week.: [767, 115, 910, 148]
- met-cell: 64: [214, 780, 236, 788]
